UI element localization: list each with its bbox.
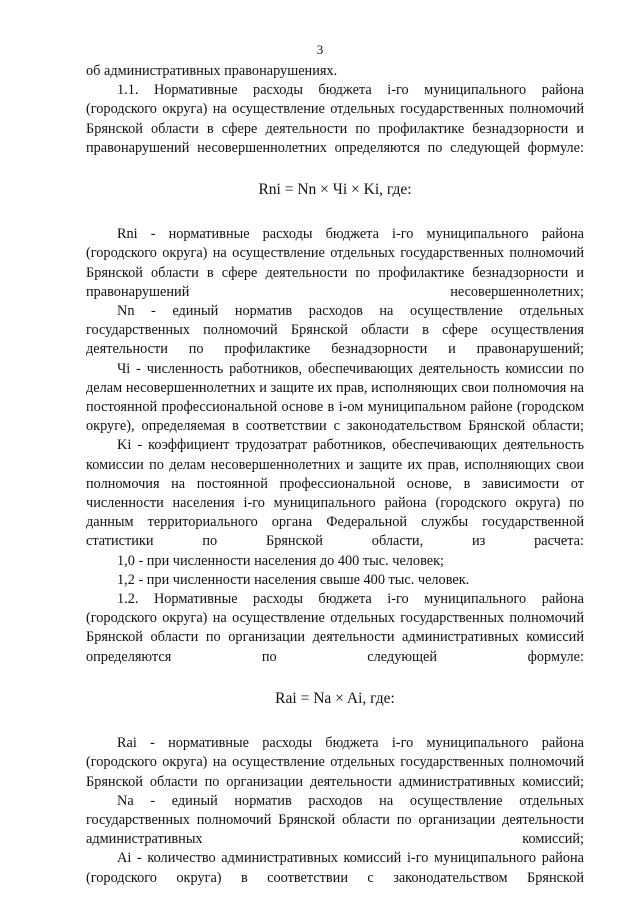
definition-rni: Rni - нормативные расходы бюджета i-го муниципального района (городского округа) на осуществление отдельных государственных полномочий Брянской области в сфере деятельности по профилактике безнадзорности и правонарушений несовершеннолетних; — [86, 226, 584, 300]
coefficient-1-0: 1,0 - при численности населения до 400 тыс. человек; — [117, 552, 445, 569]
definition-ai: Ai - количество административных комиссий i-го муниципального района (городского округа) в соответствии с законодательством Брянской — [86, 850, 584, 886]
paragraph-1-1: 1.1. Нормативные расходы бюджета i-го муниципального района (городского округа) на осуществление отдельных государственных полномочий Брянской области в сфере деятельности по профилактике безнадзорности и правонарушений несовершеннолетних определяются по следующей формуле: — [86, 82, 584, 156]
formula-rai: Rai = Na × Ai, где: — [275, 689, 395, 707]
paragraph-continuation: об административных правонарушениях. — [86, 63, 338, 79]
formula-rni: Rni = Nn × Чi × Ki, где: — [258, 181, 412, 199]
document-body — [86, 62, 584, 888]
definition-ki: Ki - коэффициент трудозатрат работников, обеспечивающих деятельность комиссии по делам несовершеннолетних и защите их прав, исполняющих свои полномочия на постоянной профессиональной основе, в зависимости от численности населения i-го муниципального района (городского округа) по данным территориального органа Федеральной службы государственной статистики по Брянской области, из расчета: — [86, 437, 584, 550]
definition-nn: Nn - единый норматив расходов на осуществление отдельных государственных полномочий Брянской области в сфере осуществления деятельности по профилактике безнадзорности и правонарушений; — [86, 303, 584, 358]
coefficient-1-2: 1,2 - при численности населения свыше 400 тыс. человек. — [117, 571, 470, 588]
paragraph-1-2: 1.2. Нормативные расходы бюджета i-го муниципального района (городского округа) на осуществление отдельных государственных полномочий Брянской области по организации деятельности административных комиссий определяются по следующей формуле: — [86, 591, 584, 665]
definition-chi: Чi - численность работников, обеспечивающих деятельность комиссии по делам несовершеннолетних и защите их прав, исполняющих свои полномочия на постоянной профессиональной основе в i-ом муниципальном районе (городском округе), определяемая в соответствии с законодательством Брянской области; — [86, 360, 584, 435]
definition-na: Na - единый норматив расходов на осуществление отдельных государственных полномочий Брянской области по организации деятельности административных комиссий; — [86, 792, 584, 848]
definition-rai: Rai - нормативные расходы бюджета i-го муниципального района (городского округа) на осуществление отдельных государственных полномочий Брянской области по организации деятельности административных комиссий; — [86, 735, 584, 790]
page-number: 3 — [316, 42, 324, 57]
